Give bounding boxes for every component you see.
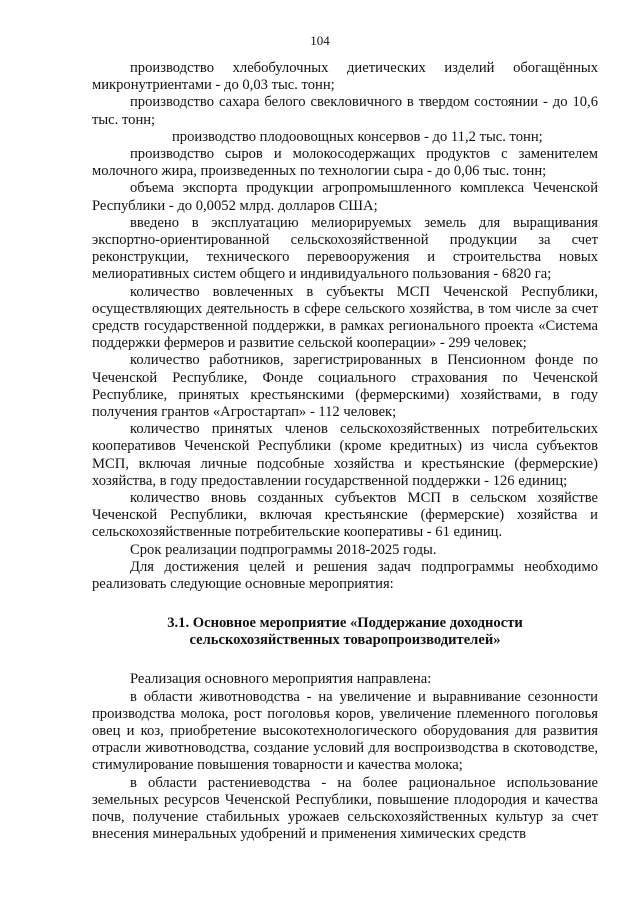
paragraph: Реализация основного мероприятия направлена: [130,671,432,688]
section-heading-line: 3.1. Основное мероприятие «Поддержание доходности [167,615,523,632]
page-number: 104 [310,33,330,48]
paragraph: Для достижения целей и решения задач подпрограммы необходимо реализовать следующие основные мероприятия: [92,558,598,593]
document-body [92,60,598,843]
paragraph: количество принятых членов сельскохозяйственных потребительских кооперативов Чеченской Республики (кроме кредитных) из числа субъектов МСП, включая личные подсобные хозяйства и крестьянские (фермерские) хозяйства, в году предоставлении государственной поддержки - 126 единиц; [92,421,598,489]
paragraph: в области животноводства - на увеличение и выравнивание сезонности производства молока, рост поголовья коров, увеличение племенного поголовья овец и коз, приобретение высокотехнологического оборудования для развития отрасли животноводства, создание условий для воспроизводства в скотоводстве, стимулирование повышения товарности и качества молока; [92,688,598,774]
paragraph: количество вновь созданных субъектов МСП в сельском хозяйстве Чеченской Республики, включая крестьянские (фермерские) хозяйства и сельскохозяйственные потребительские кооперативы - 61 единиц. [92,490,598,541]
paragraph: введено в эксплуатацию мелиорируемых земель для выращивания экспортно-ориентированной сельскохозяйственной продукции за счет реконструкции, технического перевооружения и строительства новых мелиоративных систем общего и индивидуального пользования - 6820 га; [92,214,598,283]
paragraph: производство сыров и молокосодержащих продуктов с заменителем молочного жира, произведенных по технологии сыра - до 0,06 тыс. тонн; [92,146,598,180]
paragraph: количество вовлеченных в субъекты МСП Чеченской Республики, осуществляющих деятельность в сфере сельского хозяйства, в том числе за счет средств государственной поддержки, в рамках регионального проекта «Система поддержки фермеров и развитие сельской кооперации» - 299 человек; [92,283,598,352]
section-heading [92,615,598,649]
paragraph: производство хлебобулочных диетических изделий обогащённых микронутриентами - до 0,03 тыс. тонн; [92,60,598,94]
paragraph: Срок реализации подпрограммы 2018-2025 годы. [130,541,437,558]
paragraph: объема экспорта продукции агропромышленного комплекса Чеченской Республики - до 0,0052 млрд. долларов США; [92,180,598,214]
paragraph: количество работников, зарегистрированных в Пенсионном фонде по Чеченской Республике, Фонде социального страхования по Чеченской Республике, принятых крестьянскими (фермерскими) хозяйствами, в году получения грантов «Агростартап» - 112 человек; [92,352,598,421]
section-heading-line: сельскохозяйственных товаропроизводителей» [189,632,501,649]
paragraph: производство сахара белого свекловичного в твердом состоянии - до 10,6 тыс. тонн; [92,94,598,128]
paragraph: в области растениеводства - на более рациональное использование земельных ресурсов Чеченской Республики, повышение плодородия и качества почв, получение стабильных урожаев сельскохозяйственных культур за счет внесения минеральных удобрений и применения химических средств [92,774,598,843]
paragraph: производство плодоовощных консервов - до 11,2 тыс. тонн; [172,128,543,145]
